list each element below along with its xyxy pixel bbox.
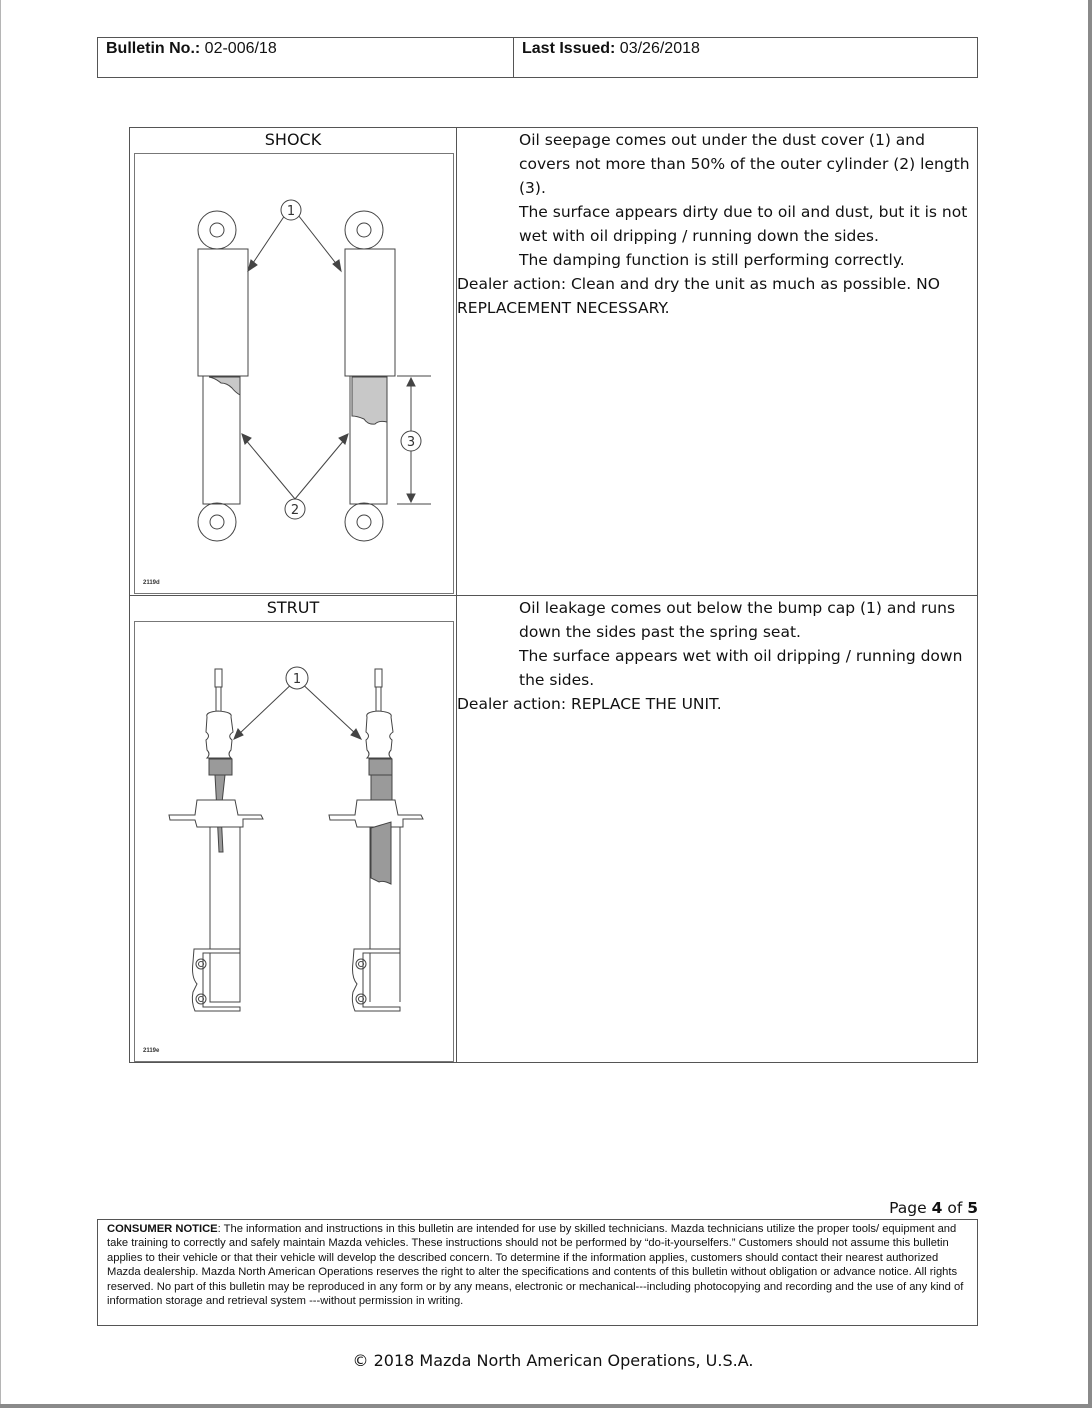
bulletin-number-value: 02-006/18 <box>200 40 277 57</box>
consumer-notice-label: CONSUMER NOTICE <box>107 1223 218 1235</box>
last-issued-value: 03/26/2018 <box>615 40 700 57</box>
strut-title: STRUT <box>266 598 320 617</box>
shock-dealer-action: Dealer action: Clean and dry the unit as much as possible. NO REPLACEMENT NECESSARY. <box>457 275 940 317</box>
callout-3: 3 <box>406 435 416 450</box>
shock-absorber-illustration <box>135 154 453 593</box>
page-mid: of <box>942 1199 968 1217</box>
bulletin-number-cell <box>98 38 514 77</box>
strut-figure-id: 2119e <box>143 1048 160 1054</box>
strut-dealer-action: Dealer action: REPLACE THE UNIT. <box>457 695 722 713</box>
callout-2: 2 <box>290 503 300 518</box>
page-edge-bottom <box>0 1404 1092 1408</box>
shock-paragraph-3: The damping function is still performing correctly. <box>519 251 905 269</box>
strut-paragraph-1: Oil leakage comes out below the bump cap (1) and runs down the sides past the spring seat. <box>519 599 956 641</box>
copyright: © 2018 Mazda North American Operations, U.S.A. <box>352 1351 754 1370</box>
shock-paragraph-2: The surface appears dirty due to oil and dust, but it is not wet with oil dripping / running down the sides. <box>519 203 968 245</box>
consumer-notice-text: : The information and instructions in this bulletin are intended for use by skilled technicians. Mazda technicians utilize the proper tools/ equipment and take training to correctly and safely maintain Mazda vehicles. These instructions should not be performed by “do-it-yourselfers.” Customers should not assume this bulletin applies to their vehicle or that their vehicle will develop the described concern. To determine if the information applies, customers should contact their nearest authorized Mazda dealership. Mazda North American Operations reserves the right to alter the specifications and contents of this bulletin without obligation or advance notice. All rights reserved. No part of this bulletin may be reproduced in any form or by any means, electronic or mechanical---including photocopying and recording and the use of any kind of information storage and retrieval system ---without permission in writing. <box>107 1223 964 1308</box>
page-prefix: Page <box>889 1199 932 1217</box>
last-issued-cell <box>514 38 977 77</box>
strut-description <box>457 596 977 1062</box>
shock-diagram <box>134 153 454 594</box>
callout-1: 1 <box>286 204 296 219</box>
page-total: 5 <box>967 1199 978 1217</box>
page-edge-left <box>0 0 1 1408</box>
bulletin-header <box>97 37 978 78</box>
strut-figure-cell <box>130 596 457 1062</box>
consumer-notice <box>97 1219 978 1326</box>
table-row-shock <box>130 128 977 596</box>
bulletin-number-label: Bulletin No.: <box>106 40 201 57</box>
shock-description <box>457 128 977 595</box>
strut-illustration <box>135 622 453 1061</box>
page-number <box>860 1197 978 1219</box>
shock-figure-id: 2119d <box>143 580 160 586</box>
table-row-strut <box>130 596 977 1062</box>
shock-title: SHOCK <box>264 130 322 149</box>
callout-1: 1 <box>292 672 302 687</box>
strut-paragraph-2: The surface appears wet with oil dripping / running down the sides. <box>519 647 963 689</box>
last-issued-label: Last Issued: <box>522 40 616 57</box>
inspection-table <box>129 127 978 1063</box>
page-edge-right <box>1088 0 1092 1408</box>
page-current: 4 <box>931 1199 943 1217</box>
strut-diagram <box>134 621 454 1062</box>
shock-paragraph-1: Oil seepage comes out under the dust cover (1) and covers not more than 50% of the outer cylinder (2) length (3). <box>519 131 970 197</box>
shock-figure-cell <box>130 128 457 595</box>
